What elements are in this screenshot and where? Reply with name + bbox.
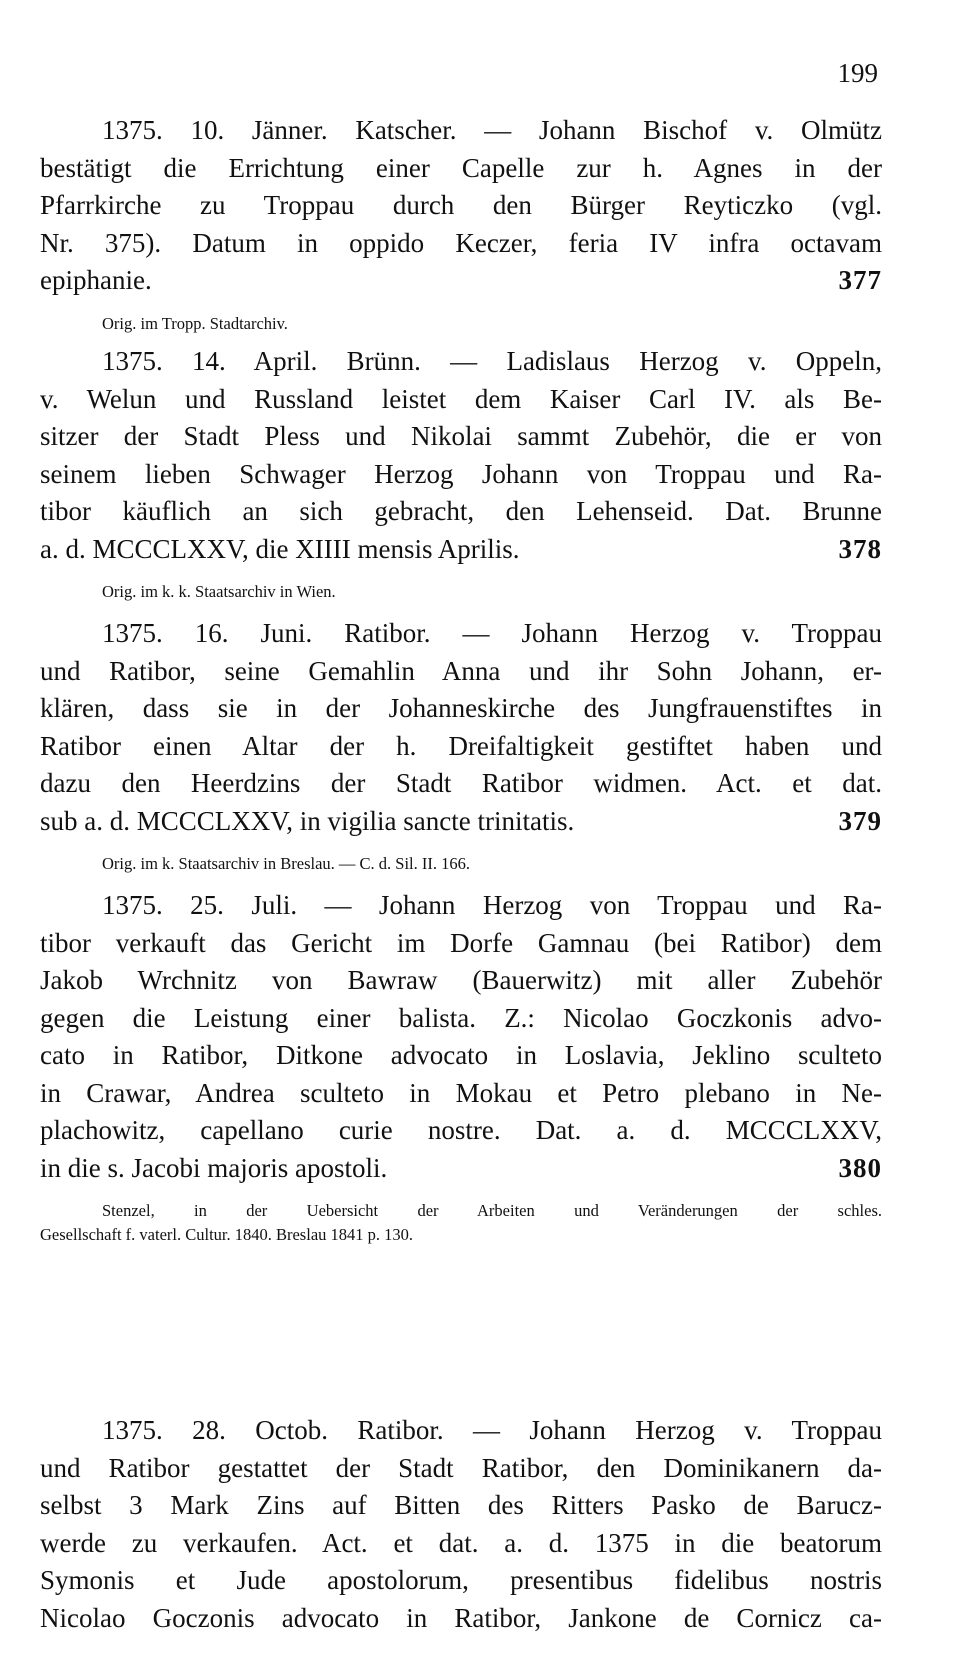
source-note (40, 312, 882, 336)
text-line: tibor käuflich an sich gebracht, den Lehenseid. Dat. Brunne (40, 496, 882, 526)
text-line: tibor verkauft das Gericht im Dorfe Gamnau (bei Ratibor) dem (40, 927, 882, 958)
text-line: epiphanie. (40, 265, 152, 295)
entry-text (40, 615, 882, 840)
text-line: seinem lieben Schwager Herzog Johann von Troppau und Ra- (40, 458, 882, 489)
entry-text (40, 343, 882, 568)
text-line: Ratibor einen Altar der h. Dreifaltigkeit gestiftet haben und (40, 730, 882, 761)
text-line: in die s. Jacobi majoris apostoli. (40, 1152, 388, 1183)
last-line (40, 1150, 882, 1188)
text-line: cato in Ratibor, Ditkone advocato in Loslavia, Jeklino sculteto (40, 1040, 882, 1070)
text-line: selbst 3 Mark Zins auf Bitten des Ritters Pasko de Barucz- (40, 1490, 882, 1520)
text-line: werde zu verkaufen. Act. et dat. a. d. 1375 in die beatorum (40, 1527, 882, 1558)
text-line: 1375. 14. April. Brünn. — Ladislaus Herzog v. Oppeln, (102, 346, 882, 376)
text-line: plachowitz, capellano curie nostre. Dat. a. d. MCCCLXXV, (40, 1115, 882, 1145)
text-line: dazu den Heerdzins der Stadt Ratibor widmen. Act. et dat. (40, 768, 882, 798)
source-line: Stenzel, in der Uebersicht der Arbeiten und Veränderungen der schles. (102, 1201, 882, 1220)
source-note (40, 1199, 882, 1247)
entry-377 (40, 112, 882, 336)
text-line: bestätigt die Errichtung einer Capelle zur h. Agnes in der (40, 152, 882, 183)
last-line (40, 262, 882, 300)
entry-text (40, 112, 882, 300)
entry-379 (40, 615, 882, 876)
entry-number: 379 (838, 805, 882, 836)
text-line: in Crawar, Andrea sculteto in Mokau et Petro plebano in Ne- (40, 1077, 882, 1108)
text-line: 1375. 10. Jänner. Katscher. — Johann Bischof v. Olmütz (102, 115, 882, 145)
document-page (40, 0, 882, 1674)
source-line: Gesellschaft f. vaterl. Cultur. 1840. Breslau 1841 p. 130. (40, 1225, 414, 1244)
entry-378 (40, 343, 882, 604)
text-line: Nicolao Goczonis advocato in Ratibor, Jankone de Cornicz ca- (40, 1602, 882, 1633)
text-line: sub a. d. MCCCLXXV, in vigilia sancte trinitatis. (40, 805, 575, 836)
text-line: 1375. 16. Juni. Ratibor. — Johann Herzog v. Troppau (102, 618, 882, 648)
text-line: v. Welun und Russland leistet dem Kaiser Carl IV. als Be- (40, 383, 882, 414)
entry-number: 378 (838, 533, 882, 564)
text-line: 1375. 28. Octob. Ratibor. — Johann Herzog v. Troppau (102, 1415, 882, 1445)
entry-text (40, 1412, 882, 1637)
text-line: Jakob Wrchnitz von Bawraw (Bauerwitz) mit aller Zubehör (40, 965, 882, 995)
entry-380 (40, 887, 882, 1247)
text-line: und Ratibor, seine Gemahlin Anna und ihr Sohn Johann, er- (40, 655, 882, 686)
source-note (40, 580, 882, 604)
text-line: Pfarrkirche zu Troppau durch den Bürger Reyticzko (vgl. (40, 190, 882, 220)
last-line (40, 531, 882, 569)
text-line: Nr. 375). Datum in oppido Keczer, feria IV infra octavam (40, 227, 882, 258)
entry-text (40, 887, 882, 1187)
text-line: sitzer der Stadt Pless und Nikolai sammt Zubehör, die er von (40, 421, 882, 451)
text-line: Symonis et Jude apostolorum, presentibus fidelibus nostris (40, 1565, 882, 1595)
source-line: Orig. im k. k. Staatsarchiv in Wien. (102, 582, 336, 601)
text-line: und Ratibor gestattet der Stadt Ratibor, den Dominikanern da- (40, 1452, 882, 1483)
text-line: klären, dass sie in der Johanneskirche des Jungfrauenstiftes in (40, 693, 882, 723)
page-number: 199 (837, 58, 878, 88)
last-line (40, 803, 882, 841)
entry-number: 380 (838, 1152, 882, 1183)
source-note (40, 852, 882, 876)
source-line: Orig. im k. Staatsarchiv in Breslau. — C. d. Sil. II. 166. (102, 854, 471, 873)
text-line: a. d. MCCCLXXV, die XIIII mensis Aprilis. (40, 533, 520, 564)
text-line: gegen die Leistung einer balista. Z.: Nicolao Goczkonis advo- (40, 1002, 882, 1033)
source-line: Orig. im Tropp. Stadtarchiv. (102, 313, 288, 333)
text-line: 1375. 25. Juli. — Johann Herzog von Troppau und Ra- (102, 890, 882, 920)
entry-number: 377 (838, 265, 882, 295)
entry-continuing (40, 1412, 882, 1637)
